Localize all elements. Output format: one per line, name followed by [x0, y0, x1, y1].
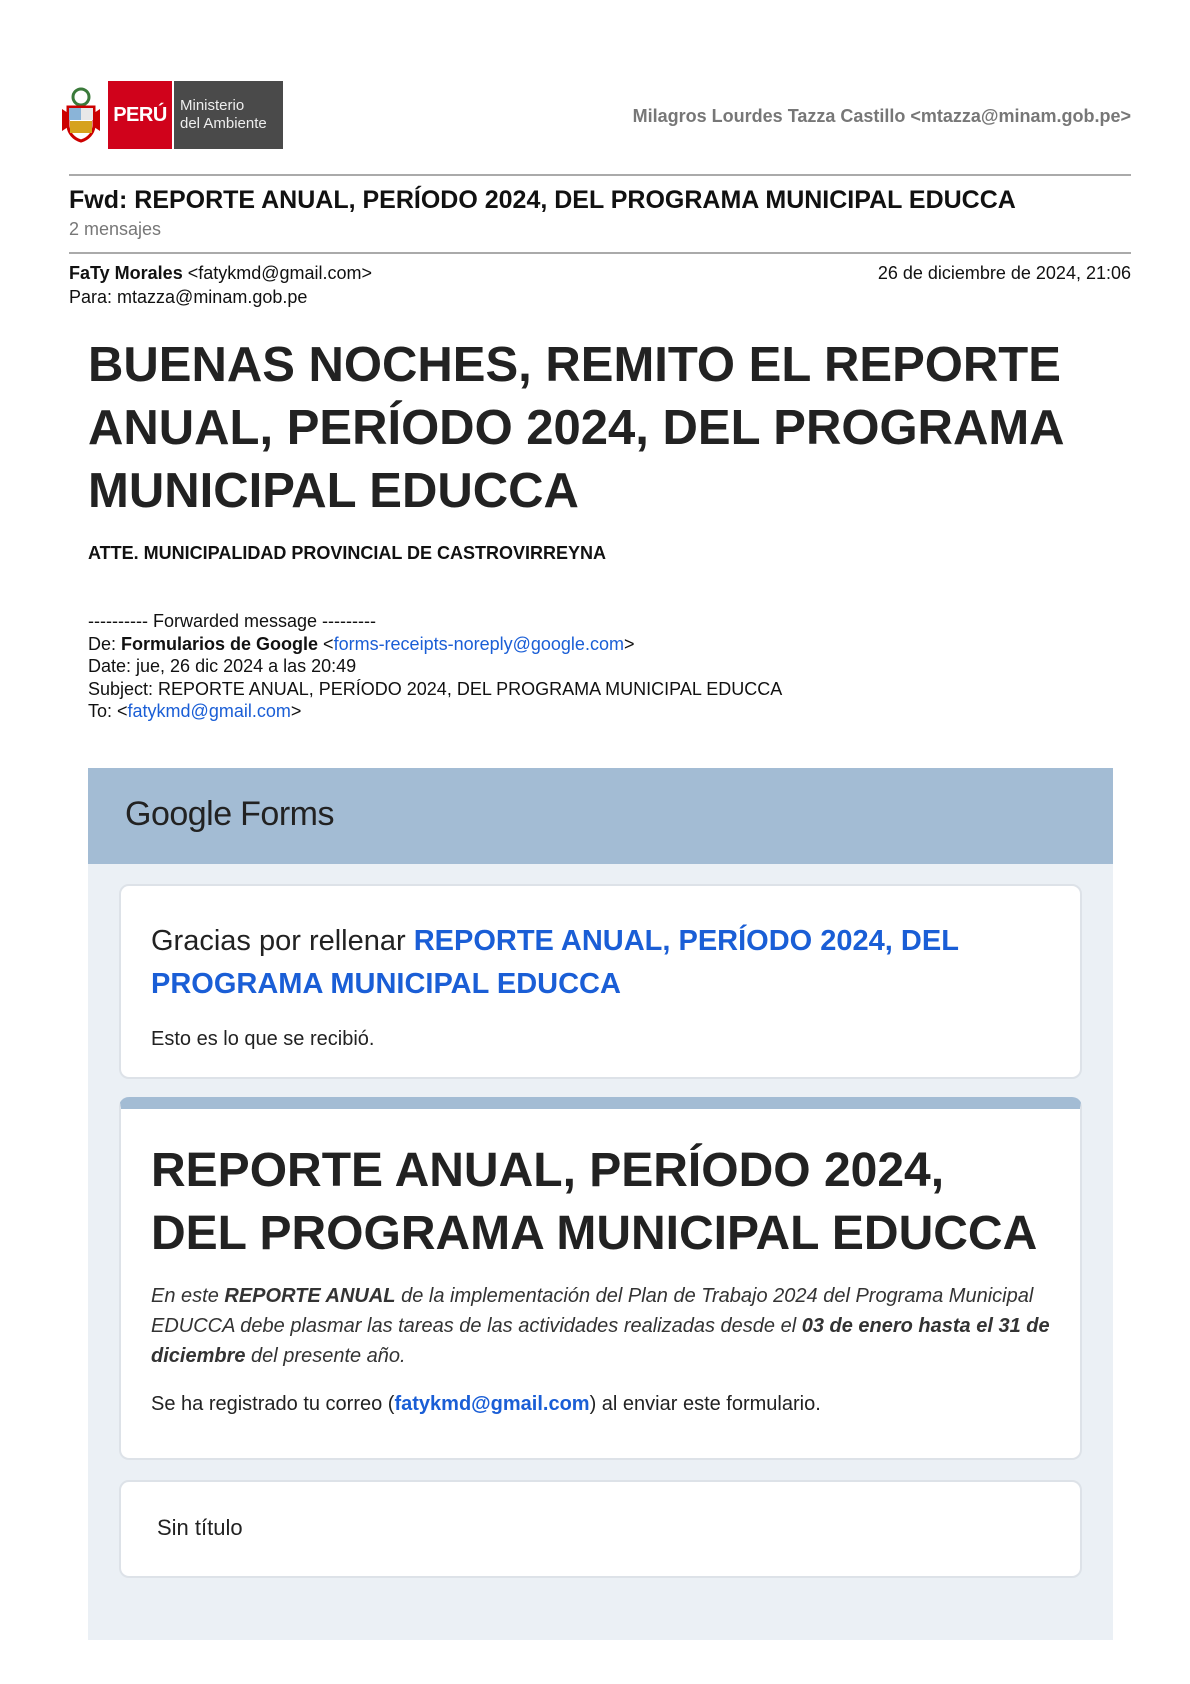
registered-email-note: [151, 1393, 1050, 1416]
from-name: Formularios de Google: [121, 633, 319, 654]
brand-forms: Forms: [240, 795, 334, 833]
form-receipt-body: [88, 864, 1113, 1640]
to-email-link[interactable]: fatykmd@gmail.com: [127, 701, 291, 722]
desc-bold: 03 de enero hasta el 31 de diciembre: [151, 1315, 1050, 1367]
message-count: 2 mensajes: [69, 219, 162, 239]
desc-text: de la implementación del Plan de Trabajo 2024 del Programa Municipal EDUCCA debe plasmar las tareas de las actividades realizadas desde el: [151, 1285, 1034, 1337]
from-email-link[interactable]: forms-receipts-noreply@google.com: [333, 633, 624, 654]
thanks-prefix: Gracias por rellenar: [151, 925, 414, 957]
form-title-link[interactable]: REPORTE ANUAL, PERÍODO 2024, DEL PROGRAMA MUNICIPAL EDUCCA: [151, 925, 959, 1000]
google-forms-header: [88, 768, 1113, 864]
sender: [69, 263, 372, 284]
registered-suffix: ) al enviar este formulario.: [589, 1393, 821, 1415]
forwarded-subject: Subject: REPORTE ANUAL, PERÍODO 2024, DEL PROGRAMA MUNICIPAL EDUCCA: [88, 678, 783, 699]
form-card: [119, 1097, 1082, 1460]
ministry-name: [172, 81, 283, 149]
thread-subject: Fwd: REPORTE ANUAL, PERÍODO 2024, DEL PROGRAMA MUNICIPAL EDUCCA: [69, 186, 1016, 214]
brand-google: Google: [125, 795, 232, 833]
ministry-line-2: del Ambiente: [180, 115, 267, 132]
forwarded-separator: ---------- Forwarded message ---------: [88, 611, 376, 631]
minam-logo: [60, 81, 283, 149]
form-description: [151, 1281, 1050, 1371]
sender-email: <fatykmd@gmail.com>: [187, 263, 373, 283]
google-forms-logo: [125, 792, 334, 834]
registered-prefix: Se ha registrado tu correo (: [151, 1393, 395, 1415]
recipient: Para: mtazza@minam.gob.pe: [69, 287, 308, 307]
registered-email-link[interactable]: fatykmd@gmail.com: [394, 1393, 590, 1415]
thanks-text: [151, 920, 1050, 1006]
to-label: To:: [88, 701, 118, 722]
message-heading: BUENAS NOCHES, REMITO EL REPORTE ANUAL, PERÍODO 2024, DEL PROGRAMA MUNICIPAL EDUCCA: [88, 338, 1063, 518]
divider: [69, 252, 1131, 254]
message-date: 26 de diciembre de 2024, 21:06: [877, 263, 1131, 283]
account-owner: Milagros Lourdes Tazza Castillo <mtazza@minam.gob.pe>: [632, 106, 1131, 126]
forwarded-from: De: Formularios de Google <forms-receipts-noreply@google.com>: [88, 633, 635, 654]
untitled-section-label: Sin título: [157, 1515, 243, 1540]
desc-text: del presente año.: [245, 1345, 406, 1367]
peru-coat-of-arms-icon: [60, 85, 102, 145]
thanks-card: [119, 884, 1082, 1079]
untitled-section-card: [119, 1480, 1082, 1578]
from-label: De:: [88, 633, 122, 654]
desc-bold: REPORTE ANUAL: [224, 1285, 396, 1307]
signature: ATTE. MUNICIPALIDAD PROVINCIAL DE CASTROVIRREYNA: [88, 543, 607, 563]
divider: [69, 174, 1131, 176]
sender-name: FaTy Morales: [69, 263, 183, 283]
forwarded-to: To: <fatykmd@gmail.com>: [88, 701, 302, 722]
form-title: REPORTE ANUAL, PERÍODO 2024, DEL PROGRAMA MUNICIPAL EDUCCA: [151, 1144, 1038, 1260]
desc-text: En este: [151, 1285, 225, 1307]
received-text: Esto es lo que se recibió.: [151, 1028, 375, 1050]
forwarded-header: [88, 610, 782, 723]
peru-label: PERÚ: [108, 81, 172, 149]
ministry-line-1: Ministerio: [180, 97, 245, 114]
forwarded-date: Date: jue, 26 dic 2024 a las 20:49: [88, 656, 357, 677]
